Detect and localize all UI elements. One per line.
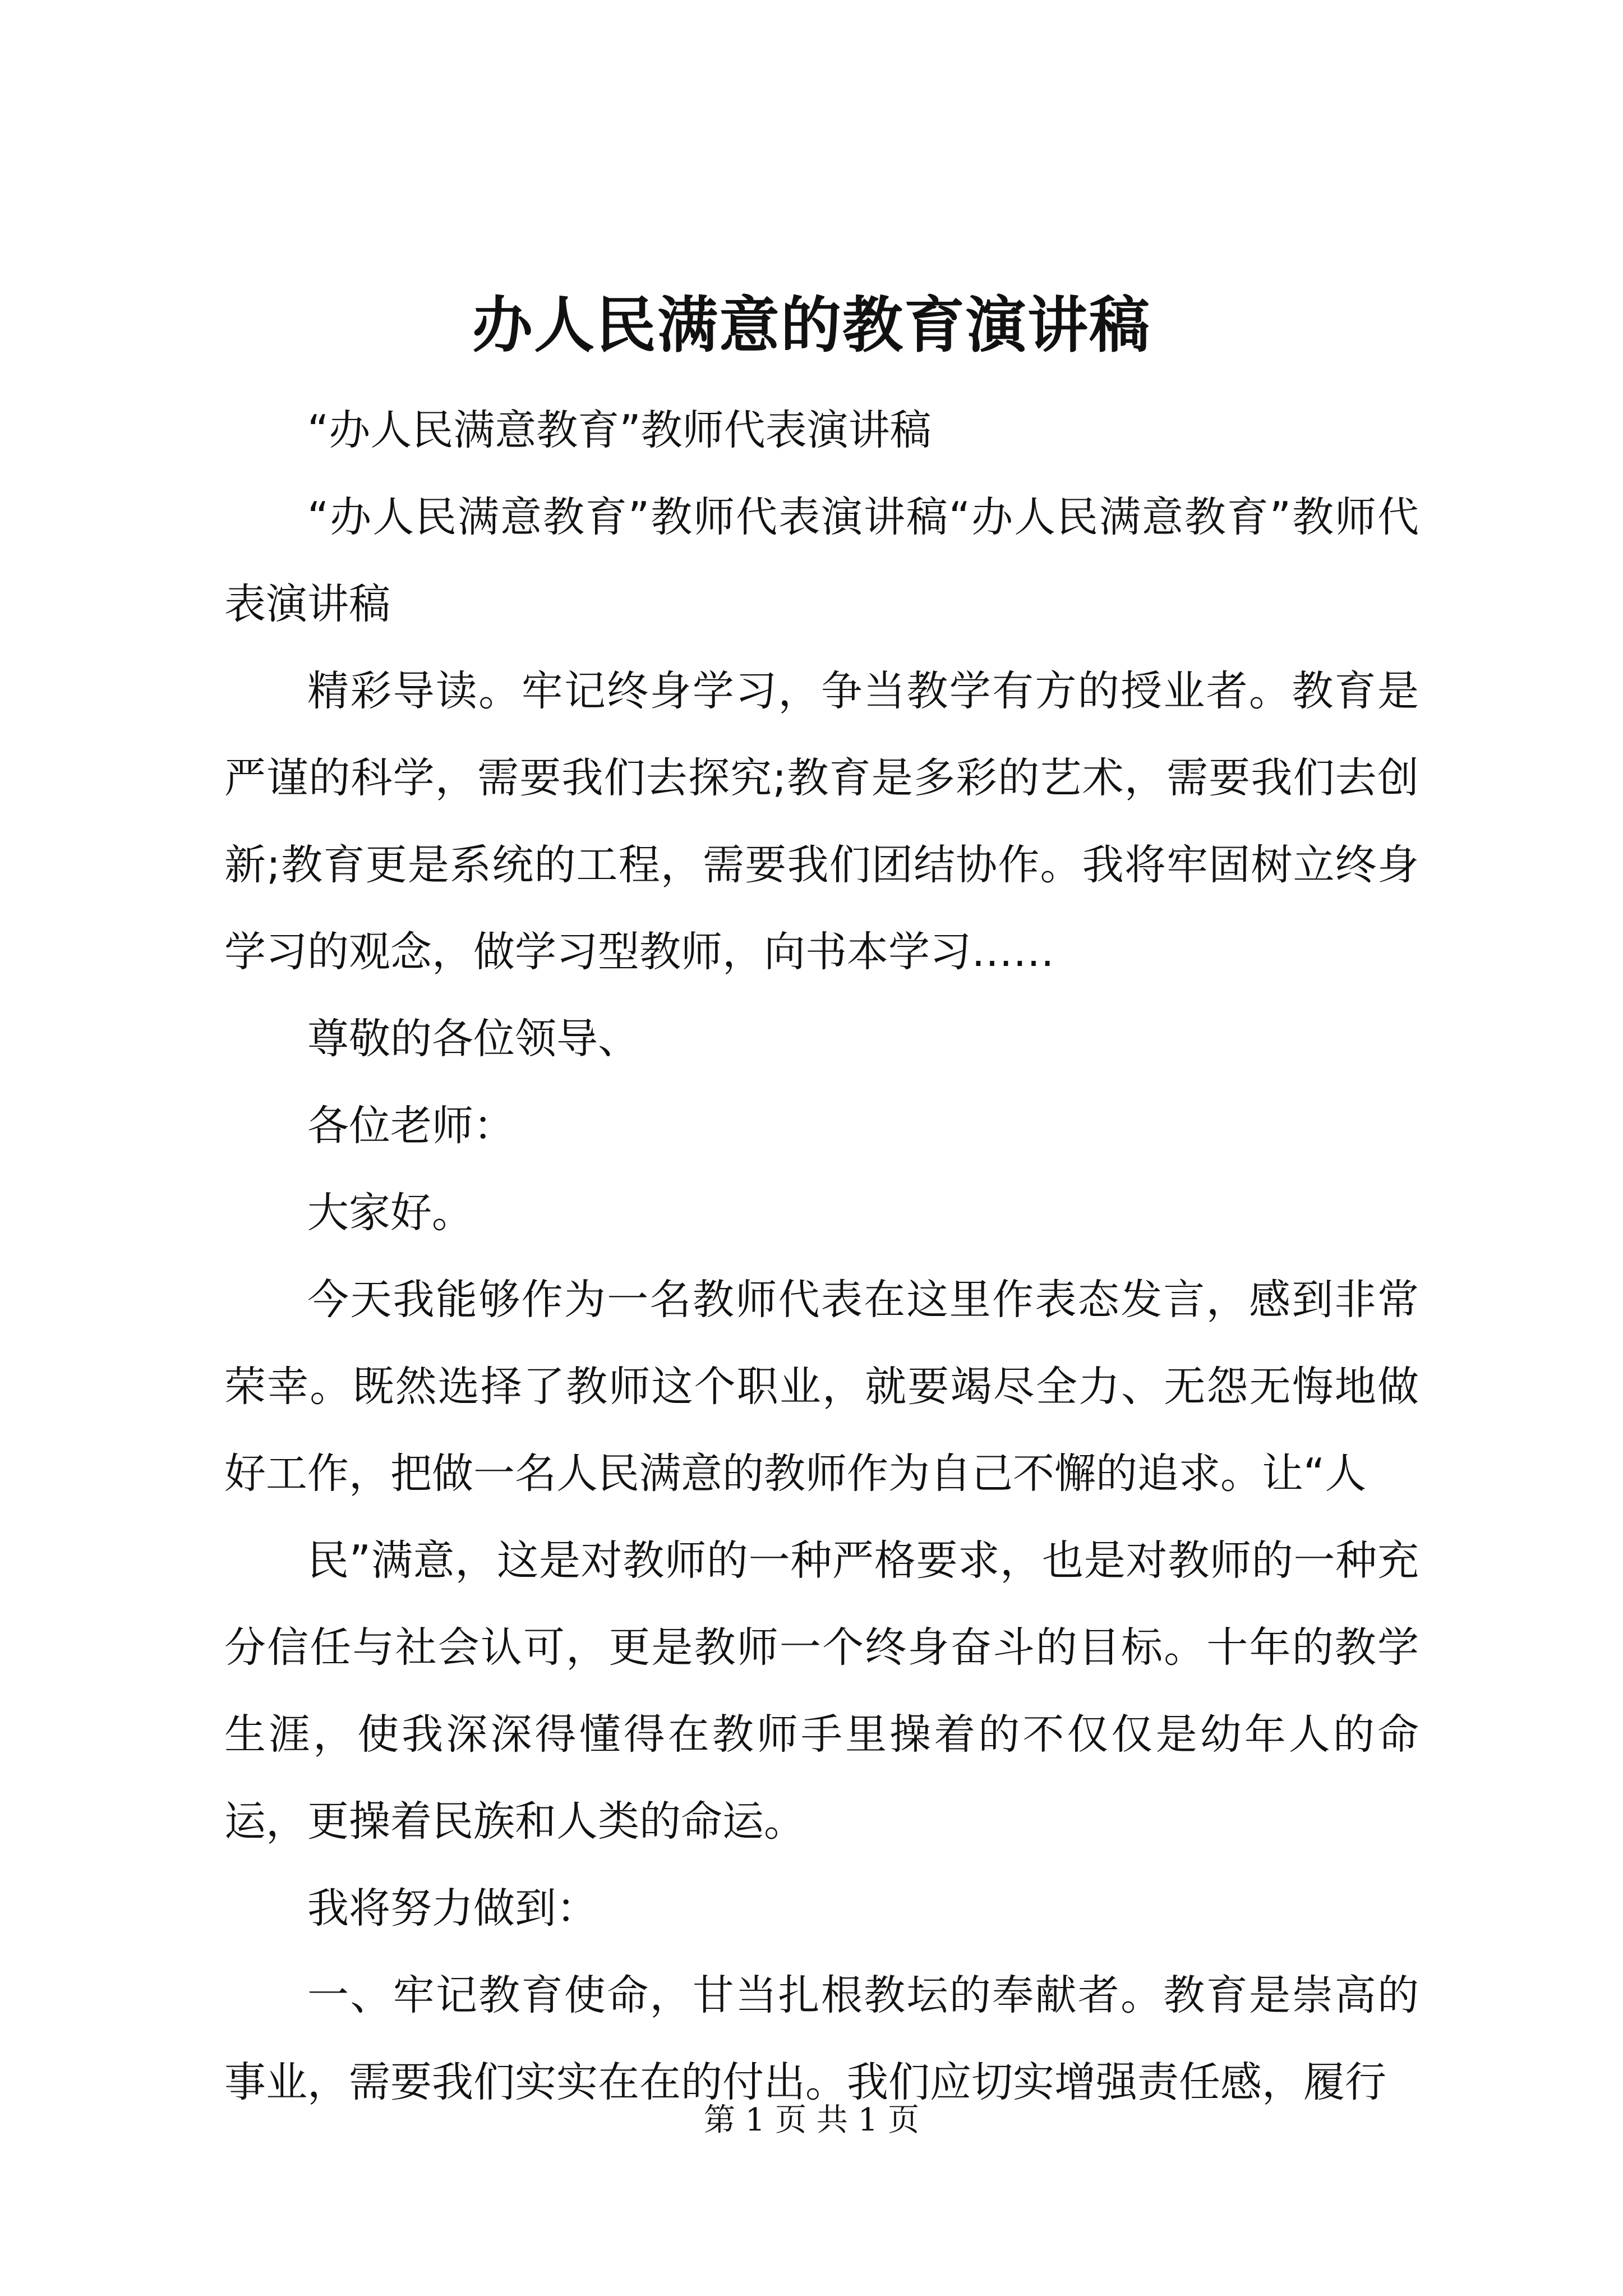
paragraph: 一、牢记教育使命，甘当扎根教坛的奉献者。教育是崇高的事业，需要我们实实在在的付出。我们应切实增强责任感，履行 bbox=[224, 1971, 1419, 2106]
paragraph: 我将努力做到： bbox=[307, 1884, 598, 1932]
paragraph: 精彩导读。牢记终身学习，争当教学有方的授业者。教育是严谨的科学，需要我们去探究;教育是多彩的艺术，需要我们去创新;教育更是系统的工程，需要我们团结协作。我将牢固树立终身学习的观念，做学习型教师，向书本学习…… bbox=[224, 667, 1419, 976]
document-body bbox=[224, 387, 1419, 2126]
page-number-footer: 第 1 页 共 1 页 bbox=[703, 2102, 920, 2138]
paragraph: 民”满意，这是对教师的一种严格要求，也是对教师的一种充分信任与社会认可，更是教师一个终身奋斗的目标。十年的教学生涯，使我深深得懂得在教师手里操着的不仅仅是幼年人的命运，更操着民族和人类的命运。 bbox=[224, 1536, 1419, 1846]
paragraph: “办人民满意教育”教师代表演讲稿 bbox=[307, 406, 932, 454]
paragraph: 大家好。 bbox=[307, 1189, 473, 1237]
paragraph: “办人民满意教育”教师代表演讲稿“办人民满意教育”教师代表演讲稿 bbox=[224, 493, 1419, 628]
document-title: 办人民满意的教育演讲稿 bbox=[472, 290, 1151, 361]
paragraph: 各位老师： bbox=[307, 1102, 515, 1150]
paragraph: 今天我能够作为一名教师代表在这里作表态发言，感到非常荣幸。既然选择了教师这个职业，就要竭尽全力、无怨无悔地做好工作，把做一名人民满意的教师作为自己不懈的追求。让“人 bbox=[224, 1276, 1419, 1498]
paragraph: 尊敬的各位领导、 bbox=[307, 1015, 639, 1063]
